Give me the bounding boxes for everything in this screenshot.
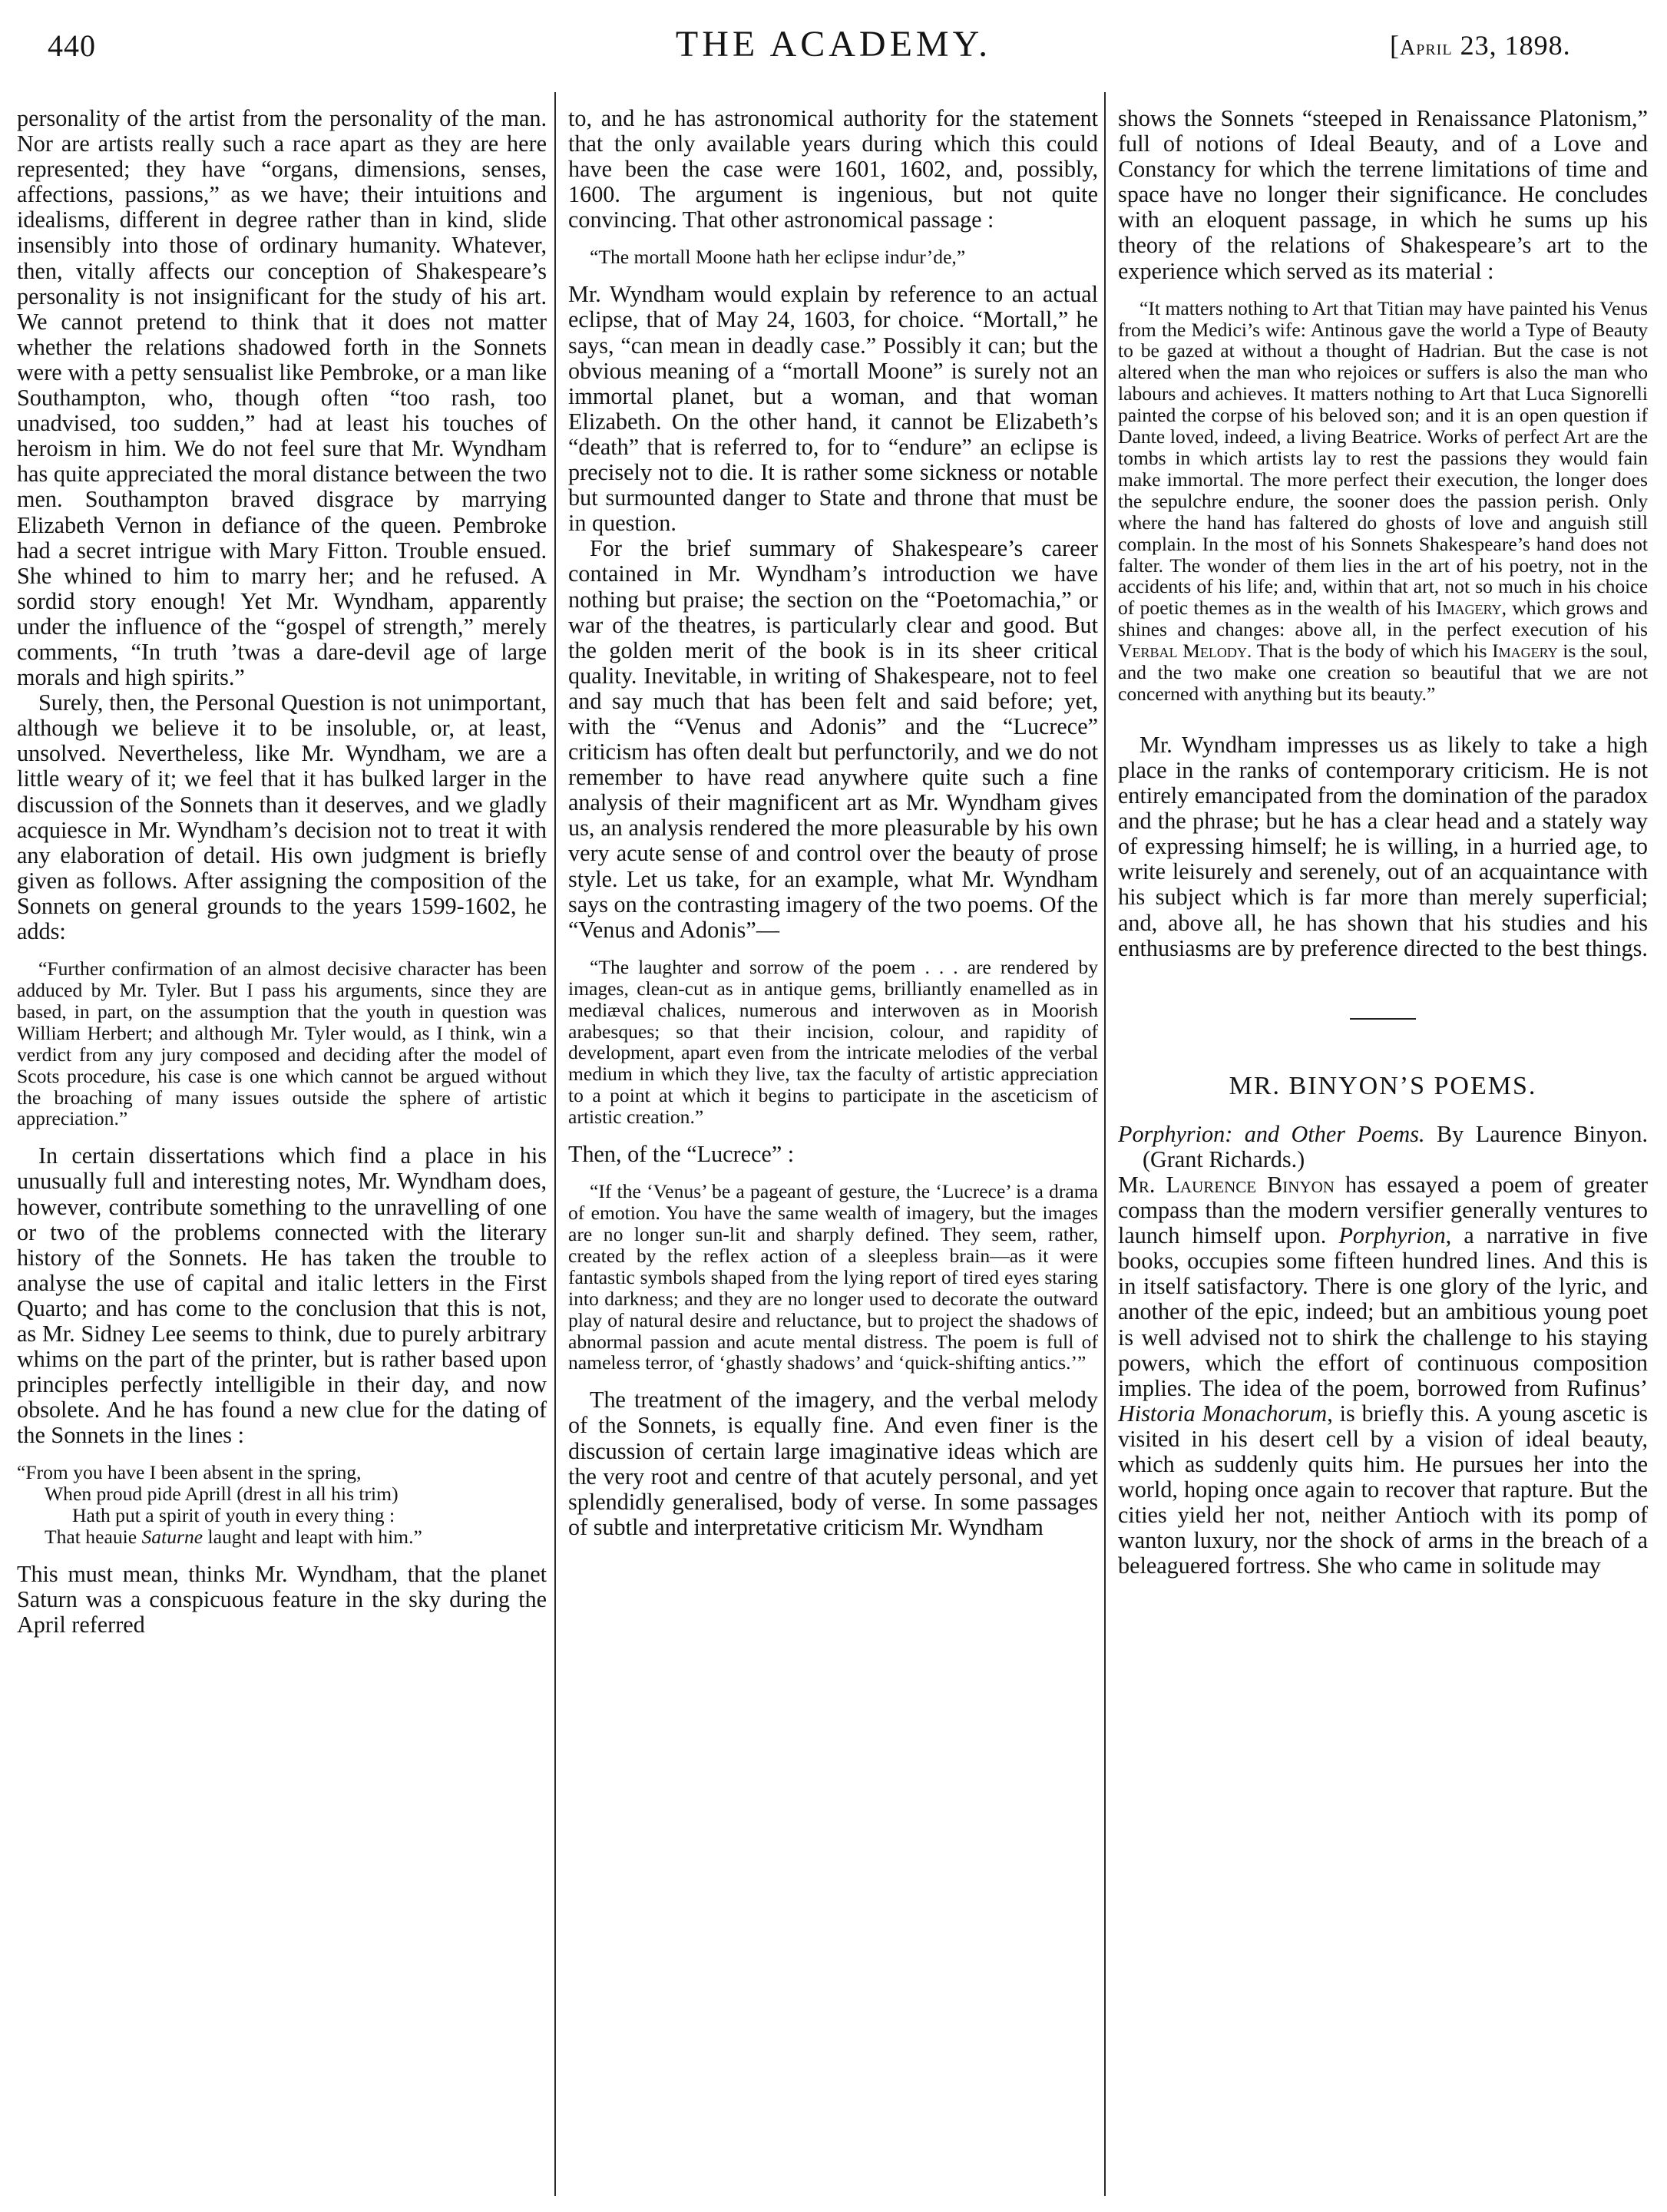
col1-sonnet-quote <box>17 1462 547 1548</box>
section-divider <box>1350 1018 1416 1020</box>
column-2 <box>568 106 1098 1540</box>
col1-paragraph-2: Surely, then, the Personal Question is not unimportant, although we believe it to be insoluble, or, at least, unsolved. Nevertheless, like Mr. Wyndham, we are a little weary of it; we feel that it has bulked larger in the discussion of the Sonnets than it deserves, and we gladly acquiesce in Mr. Wyndham’s decision not to treat it with any elaboration of detail. His own judgment is briefly given as follows. After assigning the composition of the Sonnets on general grounds to the years 1599-1602, he adds: <box>17 689 547 944</box>
sonnet-line-1: “From you have I been absent in the spring, <box>17 1461 362 1484</box>
col3-porphyrion: Porphyrion <box>1338 1222 1446 1249</box>
col1-quote-wyndham <box>17 958 547 1129</box>
col1-quote-text: “Further confirmation of an almost decisive character has been adduced by Mr. Tyler. But I pass his arguments, since they are based, in part, on the assumption that the youth in question was William Herbert; and although Mr. Tyler would, as I think, win a verdict from any jury composed and deciding after the model of Scots procedure, his case is one which cannot be argued without the broaching of many issues outside the sphere of artistic appreciation.” <box>17 957 547 1130</box>
page-header <box>0 0 1667 77</box>
book-reference <box>1118 1122 1648 1172</box>
col3-quote-art-text <box>1118 298 1648 705</box>
col1-paragraph-4: This must mean, thinks Mr. Wyndham, that the planet Saturn was a conspicuous feature in the sky during the April referred <box>17 1561 547 1638</box>
sonnet-line-3: Hath put a spirit of youth in every thing : <box>72 1504 395 1527</box>
col3-quote-verbal-melody: Verbal Melody <box>1118 640 1247 663</box>
sonnet-line-2: When proud pide Aprill (drest in all his trim) <box>45 1483 399 1506</box>
issue-date <box>1390 29 1571 61</box>
col3-paragraph-3 <box>1118 1172 1648 1579</box>
col1-paragraph-3: In certain dissertations which find a place in his unusually full and interesting notes, Mr. Wyndham does, however, contribute something to the unravelling of one or two of the problems connected with the literary history of the Sonnets. He has taken the trouble to analyse the use of capital and italic letters in the First Quarto; and has come to the conclusion that this is not, as Mr. Sidney Lee seems to think, due to purely arbitrary whims on the part of the printer, but is rather based upon principles perfectly intelligible in their day, and now obsolete. And he has found a new clue for the dating of the Sonnets in the lines : <box>17 1142 547 1449</box>
column-1 <box>17 106 547 1638</box>
col2-quote-lucrece <box>568 1181 1098 1374</box>
journal-title: THE ACADEMY. <box>675 24 992 64</box>
col3-p3-part-c: , is briefly this. A young ascetic is visited in his desert cell by a vision of ideal beauty, which as suddenly quits him. He pursues her into the world, hoping once again to recover that rapture. But the cities yield her not, neither Antioch with its pomp of wanton luxury, nor the shock of arms in the breach of a beleaguered fortress. She who came in solitude may <box>1118 1400 1648 1579</box>
column-rule-right <box>1104 92 1106 2196</box>
col2-quote-venus <box>568 957 1098 1128</box>
col3-p3-part-b: , a narrative in five books, occupies some fifteen hundred lines. And this is in itself satisfactory. There is one glory of the lyric, and another of the epic, indeed; but an ambitious young poet is well advised not to shirk the challenge to his staying powers, which the effort of continuous composition implies. The idea of the poem, borrowed from Rufinus’ <box>1118 1222 1648 1401</box>
sonnet-line-4-start: That heauie <box>45 1526 142 1549</box>
col3-quote-imagery-2: Imagery <box>1492 640 1558 663</box>
col3-lead-in: Mr. Laurence Binyon <box>1118 1172 1335 1198</box>
col2-paragraph-1: to, and he has astronomical authority for the statement that the only available years during which this could have been the case were 1601, 1602, and, possibly, 1600. The argument is ingenious, but not quite convincing. That other astronomical passage : <box>568 105 1098 233</box>
col2-quote-venus-text: “The laughter and sorrow of the poem . . . are rendered by images, clean-cut as in antique gems, brilliantly enamelled as in mediæval chalices, numerous and interwoven as in Moorish arabesques; so that their incision, colour, and rapidity of development, apart even from the intricate melodies of the verbal medium in which they live, tax the faculty of artistic appreciation to a point at which it begins to participate in the asceticism of artistic creation.” <box>568 955 1098 1129</box>
col2-paragraph-3: For the brief summary of Shakespeare’s career contained in Mr. Wyndham’s introduction we have nothing but praise; the section on the “Poetomachia,” or war of the theatres, is particularly clear and good. But the golden merit of the book is in its sheer critical quality. Inevitable, in writing of Shakespeare, not to feel and say much that has been felt and said before; yet, with the “Venus and Adonis” and the “Lucrece” criticism has often dealt but perfunctorily, and we do not remember to have read anywhere quite such a fine analysis of their magnificent art as Mr. Wyndham gives us, an analysis rendered the more pleasurable by his own very acute sense of and control over the beauty of prose style. Let us take, for an example, what Mr. Wyndham says on the contrasting imagery of the two poems. Of the “Venus and Adonis”— <box>568 535 1098 943</box>
col2-paragraph-2: Mr. Wyndham would explain by reference to an actual eclipse, that of May 24, 1603, for choice. “Mortall,” he says, “can mean in deadly case.” Possibly it can; but the obvious meaning of a “mortall Moone” is surely not an immortal planet, but a woman, and that woman Elizabeth. On the other hand, it cannot be Elizabeth’s “death” that is referred to, for to “endure” an eclipse is precisely not to die. It is rather some sickness or notable but surmounted danger to State and throne that must be in question. <box>568 281 1098 537</box>
col3-paragraph-2: Mr. Wyndham impresses us as likely to take a high place in the ranks of contemporary criticism. He is not entirely emancipated from the domination of the paradox and the phrase; but he has a clear head and a stately way of expressing himself; he is willing, in a hurried age, to write leisurely and serenely, out of an acquaintance with his subject which is far more than merely superficial; and, above all, he has shown that his studies and his enthusiasms are by preference directed to the best things. <box>1118 731 1648 961</box>
issue-date-rest: 23, 1898. <box>1452 30 1571 61</box>
sonnet-line-4-saturne: Saturne <box>141 1526 203 1549</box>
issue-date-month: April <box>1400 36 1453 60</box>
page-number: 440 <box>48 28 96 63</box>
col1-paragraph-1: personality of the artist from the personality of the man. Nor are artists really such a race apart as they are here represented; they have “organs, dimensions, senses, affections, passions,” as we have; their intuitions and idealisms, different in degree rather than in kind, slide insensibly into those of ordinary humanity. Whatever, then, vitally affects our conception of Shakespeare’s personality is not insignificant for the study of his art. We cannot pretend to think that it does not matter whether the relations shadowed forth in the Sonnets were with a petty sensualist like Pembroke, or a man like Southampton, who, though often “too rash, too unadvised, too sudden,” had at least his touches of heroism in him. We do not feel sure that Mr. Wyndham has quite appreciated the moral distance between the two men. Southampton braved disgrace by marrying Elizabeth Vernon in defiance of the queen. Pembroke had a secret intrigue with Mary Fitton. Trouble ensued. She whined to him to marry her; and he refused. A sordid story enough! Yet Mr. Wyndham, apparently under the influence of the “gospel of strength,” merely comments, “In truth ’twas a dare-devil age of large morals and high spirits.” <box>17 105 547 691</box>
book-title: Porphyrion: and Other Poems. <box>1118 1120 1425 1147</box>
sonnet-line-4 <box>17 1526 547 1548</box>
col3-paragraph-1: shows the Sonnets “steeped in Renaissance Platonism,” full of notions of Ideal Beauty, and of a Love and Constancy for which the terrene limitations of time and space have no longer their significance. He concludes with an eloquent passage, in which he sums up his theory of the relations of Shakespeare’s art to the experience which served as its material : <box>1118 105 1648 284</box>
col3-p3-part-a: has essayed a poem of greater compass than the modern versifier generally ventures to launch himself upon. <box>1118 1172 1648 1249</box>
col2-quote-moone-text: “The mortall Moone hath her eclipse indur’de,” <box>590 246 966 269</box>
book-author-publisher: By Laurence Binyon. (Grant Richards.) <box>1143 1120 1648 1172</box>
col3-historia-monachorum: Historia Monachorum <box>1118 1400 1328 1427</box>
col3-quote-part-a: “It matters nothing to Art that Titian may have painted his Venus from the Medici’s wife: Antinous gave the world a Type of Beauty to be gazed at without a thought of Hadrian. But the case is not altered when the man who rejoices or suffers is also the man who labours and achieves. It matters nothing to Art that Luca Signorelli painted the corpse of his beloved son; and it is an open question if Dante loved, indeed, a living Beatrice. Works of perfect Art are the tombs in which artists lay to rest the passions they would fain make immortal. The more perfect their execution, the longer does the sepulchre endure, the sooner does the passion perish. Only where the hand has faltered do ghosts of love and anguish still complain. In the most of his Sonnets Shakespeare’s hand does not falter. The wonder of them lies in the art of his poetry, not in the accidents of his life; and, within that art, not so much in his choice of poetic themes as in the wealth of his <box>1118 296 1648 620</box>
col2-quote-moone <box>568 246 1098 268</box>
section-title: MR. BINYON’S POEMS. <box>1229 1071 1537 1100</box>
col2-paragraph-5: The treatment of the imagery, and the verbal melody of the Sonnets, is equally fine. And even finer is the discussion of certain large imaginative ideas which are the very root and centre of that acutely personal, and yet splendidly generalised, body of verse. In some passages of subtle and interpretative criticism Mr. Wyndham <box>568 1387 1098 1540</box>
col3-quote-part-c: . That is the body of which his <box>1246 640 1493 663</box>
col2-paragraph-4: Then, of the “Lucrece” : <box>568 1141 795 1168</box>
col2-quote-lucrece-text: “If the ‘Venus’ be a pageant of gesture, the ‘Lucrece’ is a drama of emotion. You have the same wealth of imagery, but the images are no longer sun-lit and sharply defined. They seem, rather, created by the reflex action of a sleepless brain—as it were fantastic symbols shaped from the lying report of tired eyes staring into darkness; and they are no longer used to decorate the outward play of natural desire and reluctance, but to project the shadows of abnormal passion and acute mental distress. The poem is full of nameless terror, of ‘ghastly shadows’ and ‘quick-shifting antics.’” <box>568 1180 1098 1374</box>
col3-quote-part-b: , which grows and shines and changes: above all, in the perfect execution of his <box>1118 597 1649 641</box>
col3-quote-part-d: is the soul, and the two make one creation so beautiful that we are not concerned with anything but its beauty.” <box>1118 640 1648 705</box>
issue-date-bracket: [ <box>1390 30 1400 61</box>
column-rule-left <box>554 92 556 2196</box>
col3-quote-imagery: Imagery <box>1436 597 1502 620</box>
column-3 <box>1118 106 1648 1579</box>
sonnet-line-4-end: laught and leapt with him.” <box>203 1526 422 1549</box>
col3-quote-art <box>1118 298 1648 705</box>
spacer <box>1118 719 1648 732</box>
